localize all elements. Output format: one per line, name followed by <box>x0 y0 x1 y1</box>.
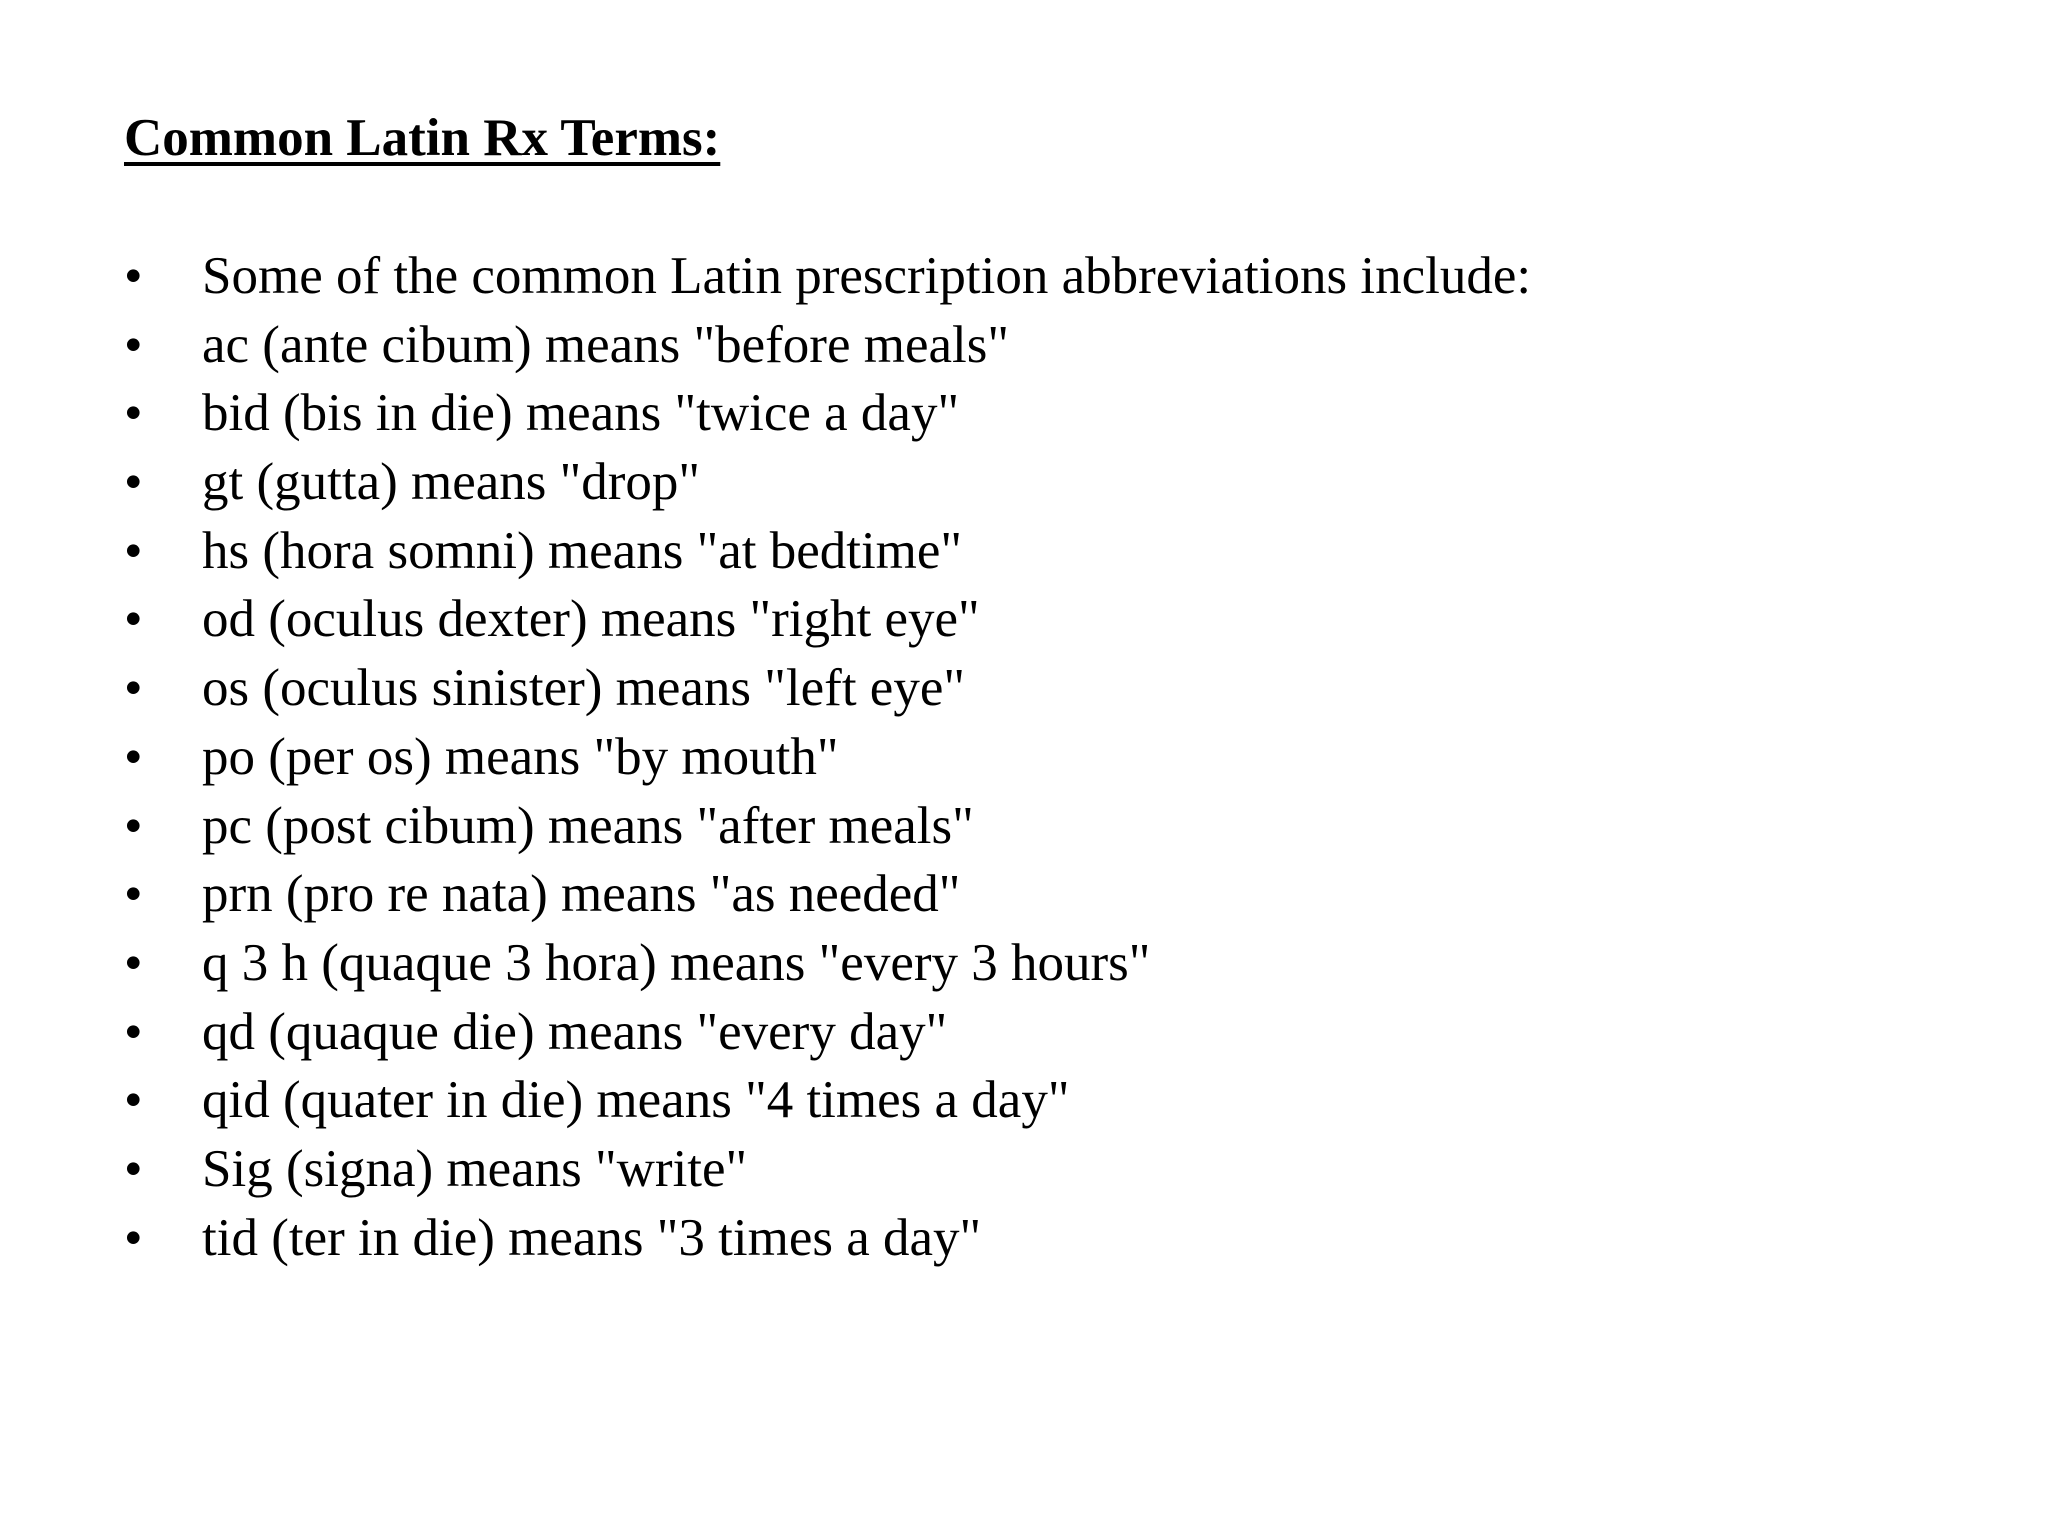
list-item-text: Sig (signa) means "write" <box>202 1139 748 1198</box>
list-item-text: qid (quater in die) means "4 times a day" <box>202 1071 1070 1130</box>
list-item <box>124 860 1531 929</box>
list-item-text: prn (pro re nata) means "as needed" <box>202 865 961 924</box>
slide-title: Common Latin Rx Terms: <box>124 109 721 167</box>
list-item <box>124 1135 1531 1204</box>
list-item-text: gt (gutta) means "drop" <box>202 453 701 512</box>
list-item-text: bid (bis in die) means "twice a day" <box>202 384 960 443</box>
bullet-icon: • <box>124 1002 143 1061</box>
bullet-icon: • <box>124 727 143 786</box>
list-item-text: od (oculus dexter) means "right eye" <box>202 590 980 649</box>
bullet-icon: • <box>124 315 143 374</box>
bullet-icon: • <box>124 659 143 718</box>
bullet-icon: • <box>124 1071 143 1130</box>
bullet-icon: • <box>124 933 143 992</box>
list-item <box>124 311 1531 380</box>
list-item <box>124 998 1531 1067</box>
list-item <box>124 585 1531 654</box>
list-item <box>124 448 1531 517</box>
list-item <box>124 929 1531 998</box>
bullet-icon: • <box>124 865 143 924</box>
list-item <box>124 242 1531 311</box>
list-item-text: q 3 h (quaque 3 hora) means "every 3 hours" <box>202 933 1151 992</box>
bullet-icon: • <box>124 1139 143 1198</box>
list-item <box>124 1066 1531 1135</box>
list-item-text: ac (ante cibum) means "before meals" <box>202 315 1009 374</box>
list-item <box>124 723 1531 792</box>
list-item-text: hs (hora somni) means "at bedtime" <box>202 521 963 580</box>
bullet-list <box>124 242 1531 1272</box>
list-item-text: os (oculus sinister) means "left eye" <box>202 659 965 718</box>
list-item-text: qd (quaque die) means "every day" <box>202 1002 948 1061</box>
list-item-text: tid (ter in die) means "3 times a day" <box>202 1208 982 1267</box>
bullet-icon: • <box>124 521 143 580</box>
bullet-icon: • <box>124 796 143 855</box>
bullet-icon: • <box>124 1208 143 1267</box>
list-item-text: pc (post cibum) means "after meals" <box>202 796 974 855</box>
bullet-icon: • <box>124 590 143 649</box>
list-item <box>124 654 1531 723</box>
bullet-icon: • <box>124 384 143 443</box>
list-item <box>124 1204 1531 1273</box>
list-item <box>124 792 1531 861</box>
list-item <box>124 517 1531 586</box>
list-item-text: po (per os) means "by mouth" <box>202 727 839 786</box>
list-item <box>124 379 1531 448</box>
bullet-icon: • <box>124 453 143 512</box>
bullet-icon: • <box>124 247 143 305</box>
list-item-text: Some of the common Latin prescription abbreviations include: <box>202 247 1532 305</box>
